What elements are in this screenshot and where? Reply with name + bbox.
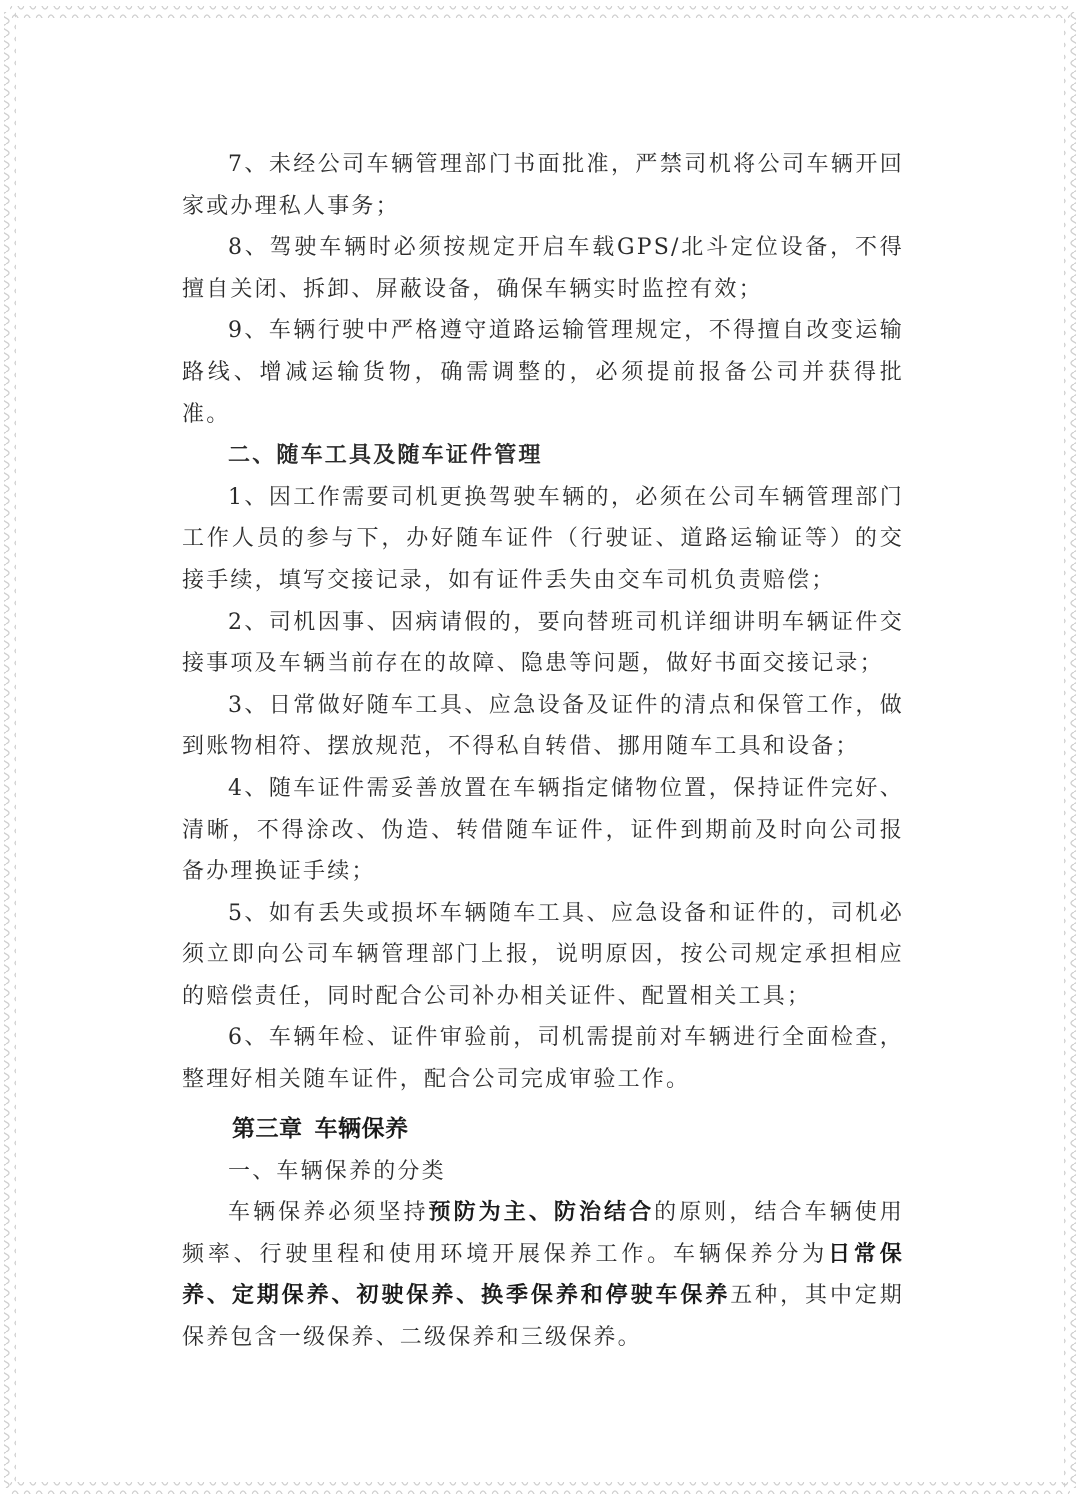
maintenance-categories: 日常保养、定期保养、初驶保养、换季保养和停驶车保养 xyxy=(182,1240,904,1309)
tools-item-2: 2、司机因事、因病请假的，要向替班司机详细讲明车辆证件交接事项及车辆当前存在的故障、隐患等问题，做好书面交接记录； xyxy=(182,609,904,677)
rule-item-8: 8、驾驶车辆时必须按规定开启车载GPS/北斗定位设备，不得擅自关闭、拆卸、屏蔽设备，确保车辆实时监控有效； xyxy=(182,235,904,302)
tools-item-6: 6、车辆年检、证件审验前，司机需提前对车辆进行全面检查，整理好相关随车证件，配合公司完成审验工作。 xyxy=(182,1025,904,1093)
rule-item-7: 7、未经公司车辆管理部门书面批准，严禁司机将公司车辆开回家或办理私人事务； xyxy=(182,152,904,219)
document-body xyxy=(182,144,904,1359)
maintenance-text-a: 车辆保养必须坚持 xyxy=(228,1200,429,1226)
chapter-name: 车辆保养 xyxy=(314,1115,409,1142)
section-heading-tools-documents: 二、随车工具及随车证件管理 xyxy=(228,442,543,469)
tools-item-3: 3、日常做好随车工具、应急设备及证件的清点和保管工作，做到账物相符、摆放规范，不得私自转借、挪用随车工具和设备； xyxy=(182,692,904,760)
tools-item-5: 5、如有丢失或损坏车辆随车工具、应急设备和证件的，司机必须立即向公司车辆管理部门上报，说明原因，按公司规定承担相应的赔偿责任，同时配合公司补办相关证件、配置相关工具； xyxy=(182,900,904,1009)
chapter-number: 第三章 xyxy=(232,1115,303,1142)
rule-item-9: 9、车辆行驶中严格遵守道路运输管理规定，不得擅自改变运输路线、增减运输货物，确需调整的，必须提前报备公司并获得批准。 xyxy=(182,318,904,427)
maintenance-principle: 预防为主、防治结合 xyxy=(428,1199,655,1226)
maintenance-text-c: 的原则，结合车辆使用频率、行驶里程和使用环境开展保养工作。车辆保养分为 xyxy=(182,1200,904,1267)
maintenance-text-e: 五种，其中定期保养包含一级保养、二级保养和三级保养。 xyxy=(182,1283,904,1351)
tools-item-4: 4、随车证件需妥善放置在车辆指定储物位置，保持证件完好、清晰，不得涂改、伪造、转借随车证件，证件到期前及时向公司报备办理换证手续； xyxy=(182,775,904,885)
sub-heading-maintenance-types: 一、车辆保养的分类 xyxy=(228,1158,446,1184)
chapter-title xyxy=(182,1107,904,1151)
maintenance-paragraph xyxy=(182,1192,904,1358)
tools-item-1: 1、因工作需要司机更换驾驶车辆的，必须在公司车辆管理部门工作人员的参与下，办好随车证件（行驶证、道路运输证等）的交接手续，填写交接记录，如有证件丢失由交车司机负责赔偿； xyxy=(182,484,904,593)
